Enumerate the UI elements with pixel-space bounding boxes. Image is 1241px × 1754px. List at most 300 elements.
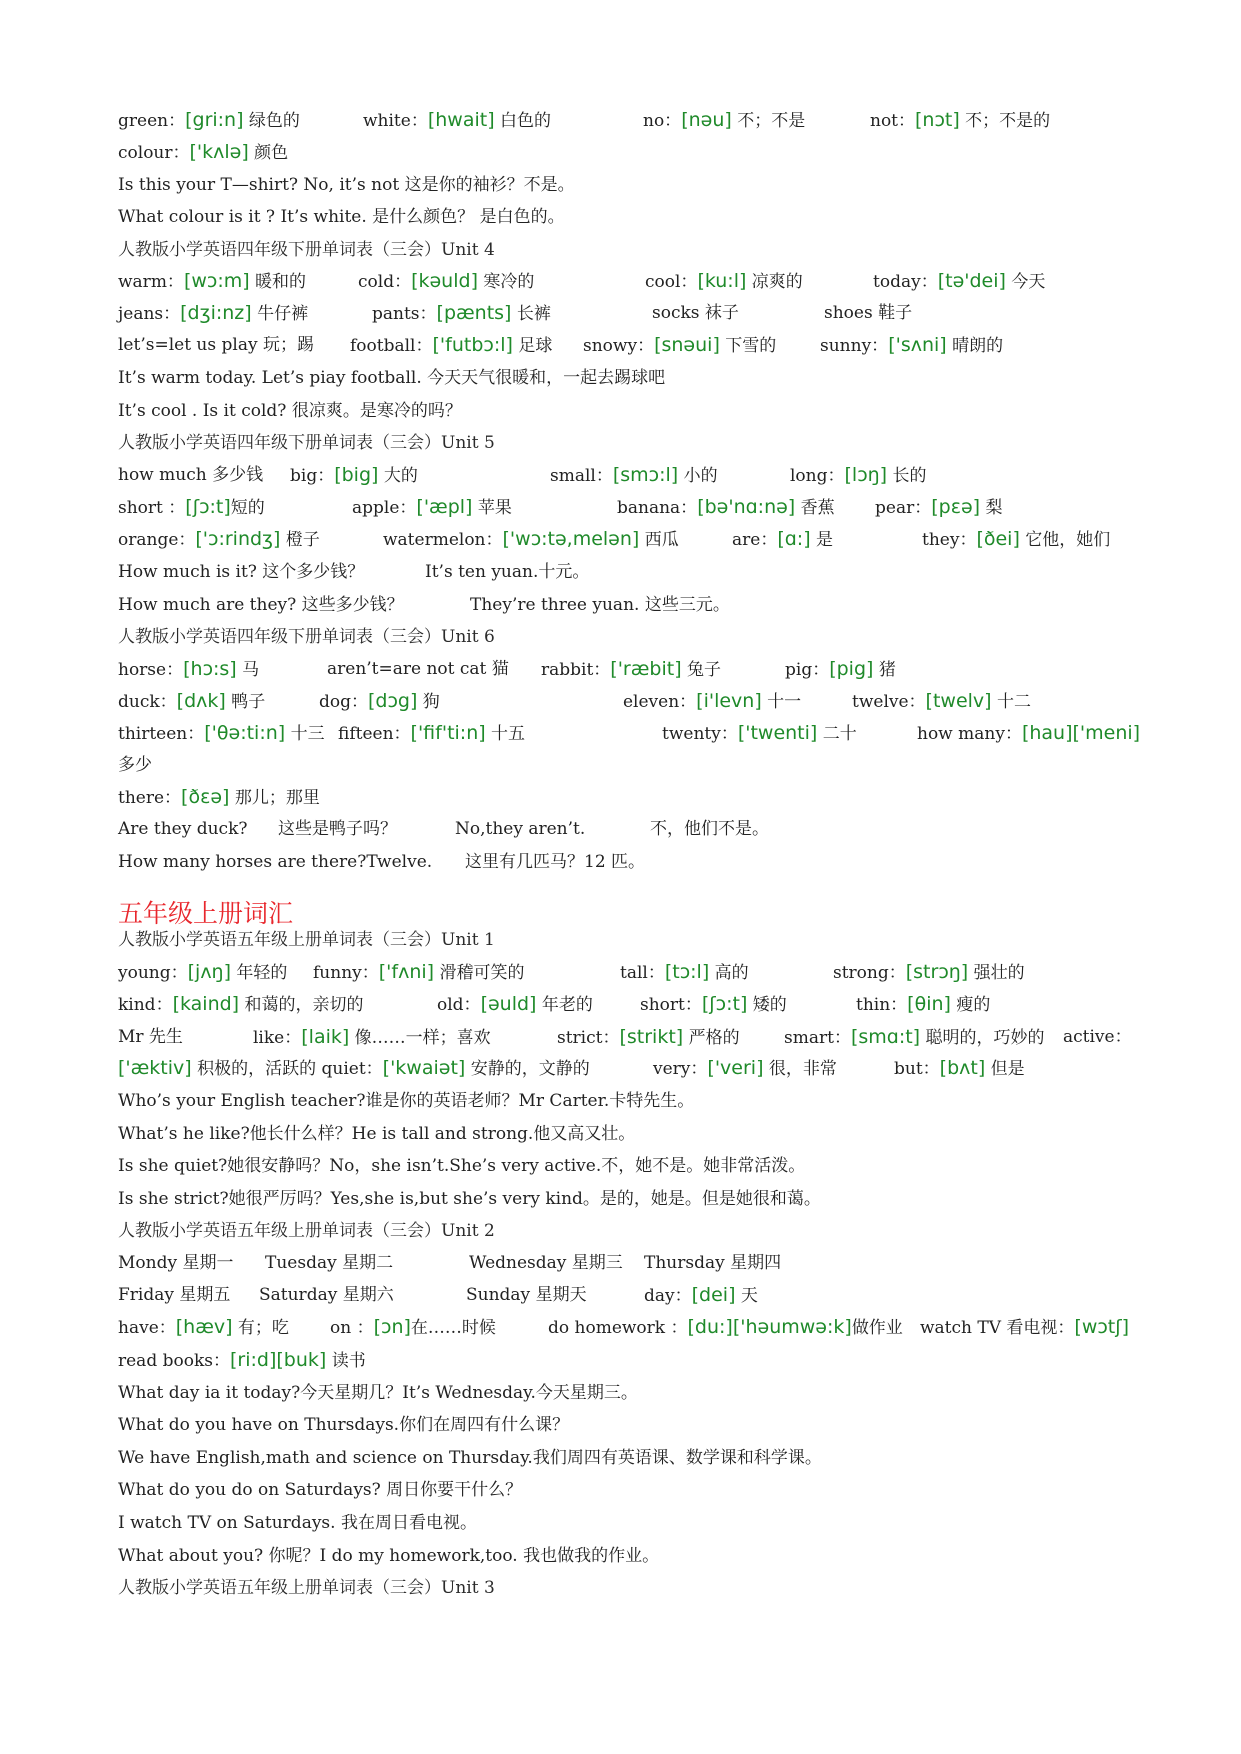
entry-text: I watch TV on Saturdays. 我在周日看电视。 (118, 1513, 477, 1533)
vocab-entry (253, 1022, 491, 1053)
phonetic-transcription: ['fʌni] (378, 961, 435, 983)
entry-text: 高的 (709, 963, 749, 983)
entry-text: 人教版小学英语五年级上册单词表（三会）Unit 2 (118, 1221, 495, 1241)
vocab-entry (330, 1312, 496, 1343)
phonetic-transcription: [smɑ:t] (850, 1026, 921, 1048)
phonetic-transcription: ['sʌni] (888, 334, 947, 356)
entry-text: 这些是鸭子吗？ (278, 819, 397, 839)
section-title-grade5-vol1: 五年级上册词汇 (118, 899, 294, 928)
phonetic-transcription: [smɔ:l] (612, 464, 679, 486)
vocab-entry (640, 989, 787, 1020)
vocab-entry (118, 202, 565, 232)
phonetic-transcription: [nɔt] (915, 109, 960, 131)
phonetic-transcription: [pɛə] (931, 496, 981, 518)
entry-text: there： (118, 788, 182, 808)
vocab-entry (118, 957, 287, 988)
vocab-entry (870, 105, 1050, 136)
entry-text: What do you have on Thursdays.你们在周四有什么课？ (118, 1415, 570, 1435)
entry-text: 人教版小学英语五年级上册单词表（三会）Unit 1 (118, 930, 495, 950)
entry-text: 十二 (991, 692, 1031, 712)
phonetic-transcription: [hɔ:s] (183, 658, 237, 680)
entry-text: 读书 (326, 1351, 366, 1371)
phonetic-transcription: [nəu] (681, 109, 732, 131)
entry-text: young： (118, 963, 188, 983)
entry-text: strong： (833, 963, 906, 983)
phonetic-transcription: [dʒi:nz] (180, 302, 252, 324)
entry-text: no： (643, 111, 682, 131)
entry-text: 多少 (118, 755, 152, 775)
entry-text: 下雪的 (719, 336, 777, 356)
vocab-entry (469, 1248, 623, 1278)
vocab-entry (922, 524, 1110, 555)
entry-text: 人教版小学英语五年级上册单词表（三会）Unit 3 (118, 1578, 495, 1598)
entry-text: today： (873, 272, 938, 292)
phonetic-transcription: [strɔŋ] (905, 961, 969, 983)
entry-text: 鸭子 (225, 692, 266, 712)
vocab-entry (118, 814, 247, 844)
phonetic-transcription: [ðei] (976, 528, 1020, 550)
entry-text: 足球 (512, 336, 553, 356)
entry-text: 强壮的 (968, 963, 1025, 983)
entry-text: 十三 (285, 724, 325, 744)
entry-text: 人教版小学英语四年级下册单词表（三会）Unit 6 (118, 627, 495, 647)
entry-text: Who’s your English teacher?谁是你的英语老师？Mr Carter.卡特先生。 (118, 1091, 695, 1111)
vocab-entry (118, 590, 404, 620)
vocab-entry (352, 492, 512, 523)
phonetic-transcription: ['veri] (707, 1057, 764, 1079)
vocab-entry (118, 1443, 822, 1473)
phonetic-transcription: [lɔŋ] (844, 464, 888, 486)
entry-text: eleven： (623, 692, 697, 712)
phonetic-transcription: [gri:n] (185, 109, 244, 131)
entry-text: socks 袜子 (652, 303, 739, 323)
entry-text: rabbit： (541, 660, 611, 680)
entry-text: 苹果 (472, 498, 512, 518)
phonetic-transcription: ['æktiv] (118, 1057, 192, 1079)
entry-text: 长裤 (511, 304, 551, 324)
entry-text: 滑稽可笑的 (434, 963, 525, 983)
vocab-entry (118, 524, 320, 555)
phonetic-transcription: [snəui] (654, 334, 720, 356)
vocab-entry (118, 989, 364, 1020)
phonetic-transcription: [wɔ:m] (183, 270, 250, 292)
vocab-entry (875, 492, 1002, 523)
phonetic-transcription: [dei] (691, 1284, 736, 1306)
entry-text: 短的 (230, 498, 265, 518)
entry-text: 大的 (378, 466, 418, 486)
vocab-entry (118, 1086, 694, 1116)
vocab-entry (118, 847, 432, 877)
entry-text: 年老的 (536, 995, 593, 1015)
entry-text: What about you? 你呢？I do my homework,too. 我也做我的作业。 (118, 1546, 660, 1566)
phonetic-transcription: [ʃɔ:t] (185, 496, 231, 518)
vocab-entry (118, 750, 152, 780)
entry-text: 颜色 (248, 143, 289, 163)
vocab-entry (548, 1312, 903, 1343)
vocab-entry (118, 1280, 230, 1310)
entry-text: 矮的 (747, 995, 787, 1015)
phonetic-transcription: [strikt] (619, 1026, 684, 1048)
vocab-entry (790, 460, 927, 491)
entry-text: smart： (784, 1028, 851, 1048)
phonetic-transcription: [ʃɔ:t] (701, 993, 748, 1015)
vocab-entry (118, 428, 495, 458)
entry-text: snowy： (583, 336, 655, 356)
entry-text: Friday 星期五 (118, 1285, 231, 1305)
entry-text: kind： (118, 995, 173, 1015)
entry-text: apple： (352, 498, 417, 518)
entry-text: but： (894, 1059, 940, 1079)
entry-text: read books： (118, 1351, 230, 1371)
vocab-entry (118, 718, 325, 749)
vocab-entry (118, 170, 575, 200)
phonetic-transcription: [laik] (301, 1026, 350, 1048)
entry-text: 狗 (417, 692, 440, 712)
phonetic-transcription: [dɔg] (368, 690, 418, 712)
entry-text: 暖和的 (249, 272, 307, 292)
phonetic-transcription: [ri:d][buk] (230, 1349, 327, 1371)
entry-text: 小的 (678, 466, 718, 486)
phonetic-transcription: [dʌk] (176, 690, 226, 712)
entry-text: 十一 (761, 692, 802, 712)
vocab-entry (118, 1216, 495, 1246)
entry-text: 瘦的 (950, 995, 991, 1015)
vocab-entry (118, 105, 300, 136)
entry-text: Is this your T—shirt? No, it’s not 这是你的袖衫？不是。 (118, 175, 575, 195)
phonetic-transcription: [hwait] (427, 109, 495, 131)
vocab-entry (290, 460, 418, 491)
entry-text: 牛仔裤 (251, 304, 309, 324)
entry-text: Wednesday 星期三 (469, 1253, 623, 1273)
vocab-entry (118, 1410, 569, 1440)
entry-text: active： (1063, 1027, 1132, 1047)
entry-text: What colour is it ? It’s white. 是什么颜色？ 是白色的。 (118, 207, 565, 227)
phonetic-transcription: [big] (334, 464, 379, 486)
entry-text: How much are they? 这些多少钱？ (118, 595, 404, 615)
phonetic-transcription: ['kʌlə] (189, 141, 249, 163)
entry-text: white： (363, 111, 428, 131)
entry-text: green： (118, 111, 186, 131)
entry-text: 安静的，文静的 (465, 1059, 590, 1079)
entry-text: 长的 (887, 466, 927, 486)
phonetic-transcription: ['æpl] (416, 496, 473, 518)
entry-text: No,they aren’t. (455, 819, 586, 839)
vocab-entry (118, 1573, 495, 1603)
entry-text: 梨 (980, 498, 1003, 518)
entry-text: twelve： (852, 692, 926, 712)
entry-text: Thursday 星期四 (644, 1253, 782, 1273)
entry-text: short： (640, 995, 702, 1015)
entry-text: cool： (645, 272, 698, 292)
entry-text: 二十 (817, 724, 857, 744)
entry-text: 像……一样；喜欢 (349, 1028, 491, 1048)
vocab-entry (465, 847, 645, 877)
vocab-entry (645, 266, 803, 297)
phonetic-transcription: [du:]['həumwə:k] (687, 1316, 852, 1338)
phonetic-transcription: [ɑ:] (777, 528, 811, 550)
phonetic-transcription: [pænts] (436, 302, 512, 324)
vocab-entry (118, 1184, 821, 1214)
entry-text: horse： (118, 660, 184, 680)
vocab-entry (363, 105, 551, 136)
entry-text: 人教版小学英语四年级下册单词表（三会）Unit 5 (118, 433, 495, 453)
vocab-entry (437, 989, 593, 1020)
entry-text: 绿色的 (243, 111, 300, 131)
vocab-entry (118, 266, 306, 297)
vocab-entry (620, 957, 749, 988)
entry-text: 那儿；那里 (229, 788, 320, 808)
entry-text: strict： (557, 1028, 620, 1048)
entry-text: 今天 (1005, 272, 1046, 292)
vocab-entry (653, 1053, 837, 1084)
vocab-entry (784, 1022, 1045, 1053)
vocab-entry (583, 330, 776, 361)
phonetic-transcription: [tə'dei] (937, 270, 1006, 292)
entry-text: day： (644, 1286, 692, 1306)
entry-text: Sunday 星期天 (466, 1285, 587, 1305)
entry-text: 聪明的，巧妙的 (920, 1028, 1045, 1048)
vocab-entry (917, 718, 1140, 749)
phonetic-transcription: [əuld] (480, 993, 537, 1015)
entry-text: 晴朗的 (946, 336, 1004, 356)
entry-text: 白色的 (494, 111, 552, 131)
entry-text: funny： (313, 963, 379, 983)
entry-text: watch TV 看电视： (920, 1318, 1075, 1338)
entry-text: How much is it? 这个多少钱？ (118, 562, 365, 582)
phonetic-transcription: [pig] (829, 658, 874, 680)
entry-text: tall： (620, 963, 665, 983)
entry-text: Is she strict?她很严厉吗？Yes,she is,but she’s very kind。是的，她是。但是她很和蔼。 (118, 1189, 821, 1209)
vocab-entry (118, 1508, 477, 1538)
vocab-entry (118, 137, 288, 168)
entry-text: 这里有几匹马？12 匹。 (465, 852, 646, 872)
vocab-entry (643, 105, 805, 136)
vocab-entry (785, 654, 896, 685)
vocab-entry (118, 1022, 183, 1052)
entry-text: 积极的，活跃的 quiet： (191, 1059, 383, 1079)
vocab-entry (455, 814, 585, 844)
entry-text: What’s he like?他长什么样？He is tall and strong.他又高又壮。 (118, 1124, 636, 1144)
phonetic-transcription: [ðɛə] (181, 786, 230, 808)
phonetic-transcription: ['fif'ti:n] (410, 722, 486, 744)
entry-text: Mr 先生 (118, 1027, 183, 1047)
entry-text: 做作业 (851, 1318, 903, 1338)
vocab-entry (425, 557, 589, 587)
entry-text: jeans： (118, 304, 181, 324)
phonetic-transcription: [ɔn] (373, 1316, 411, 1338)
vocab-entry (118, 557, 364, 587)
entry-text: warm： (118, 272, 184, 292)
entry-text: old： (437, 995, 481, 1015)
entry-text: What day ia it today?今天星期几？It’s Wednesday.今天星期三。 (118, 1383, 638, 1403)
entry-text: 十五 (485, 724, 526, 744)
vocab-entry (372, 298, 551, 329)
entry-text: What do you do on Saturdays? 周日你要干什么？ (118, 1480, 523, 1500)
entry-text: 猪 (873, 660, 896, 680)
phonetic-transcription: [i'levn] (696, 690, 762, 712)
vocab-entry (118, 1248, 233, 1278)
phonetic-transcription: ['ɔ:rindʒ] (195, 528, 281, 550)
entry-text: duck： (118, 692, 177, 712)
phonetic-transcription: [twelv] (925, 690, 992, 712)
vocab-entry (470, 590, 730, 620)
entry-text: pants： (372, 304, 437, 324)
entry-text: 马 (236, 660, 260, 680)
entry-text: 和蔼的，亲切的 (239, 995, 364, 1015)
entry-text: Saturday 星期六 (259, 1285, 394, 1305)
entry-text: sunny： (820, 336, 889, 356)
vocab-entry (118, 396, 462, 426)
entry-text: 天 (735, 1286, 758, 1306)
phonetic-transcription: [tɔ:l] (664, 961, 710, 983)
vocab-entry (259, 1280, 394, 1310)
phonetic-transcription: ['kwaiət] (382, 1057, 466, 1079)
vocab-entry (852, 686, 1031, 717)
entry-text: 很，非常 (763, 1059, 837, 1079)
entry-text: 年轻的 (231, 963, 288, 983)
entry-text: like： (253, 1028, 302, 1048)
vocab-entry (856, 989, 990, 1020)
entry-text: thin： (856, 995, 908, 1015)
entry-text: Is she quiet?她很安静吗？No，she isn’t.She’s very active.不，她不是。她非常活泼。 (118, 1156, 806, 1176)
vocab-entry (358, 266, 534, 297)
vocab-entry (550, 460, 718, 491)
entry-text: 橙子 (280, 530, 320, 550)
entry-text: small： (550, 466, 613, 486)
entry-text: short ： (118, 498, 186, 518)
vocab-entry (541, 654, 721, 685)
entry-text: dog： (319, 692, 368, 712)
vocab-entry (118, 298, 308, 329)
entry-text: orange： (118, 530, 196, 550)
entry-text: let’s=let us play 玩；踢 (118, 335, 314, 355)
entry-text: how much 多少钱 (118, 465, 264, 485)
phonetic-transcription: [hæv] (175, 1316, 233, 1338)
vocab-entry (118, 622, 495, 652)
entry-text: have： (118, 1318, 176, 1338)
entry-text: do homework ： (548, 1318, 688, 1338)
entry-text: 是 (810, 530, 834, 550)
vocab-entry (466, 1280, 587, 1310)
vocab-entry (118, 1475, 522, 1505)
vocab-entry (118, 1541, 659, 1571)
vocab-entry (617, 492, 835, 523)
phonetic-transcription: [hau]['meni] (1021, 722, 1141, 744)
vocab-entry (824, 298, 912, 328)
vocab-entry (118, 1345, 366, 1376)
vocab-entry (732, 524, 833, 555)
vocab-entry (327, 654, 509, 684)
phonetic-transcription: [jʌŋ] (187, 961, 232, 983)
entry-text: It’s cool . Is it cold? 很凉爽。是寒冷的吗？ (118, 401, 462, 421)
entry-text: pig： (785, 660, 830, 680)
entry-text: It’s warm today. Let’s piay football. 今天天气很暖和，一起去踢球吧 (118, 368, 666, 388)
entry-text: they： (922, 530, 977, 550)
entry-text: How many horses are there?Twelve. (118, 852, 433, 872)
phonetic-transcription: [kəuld] (411, 270, 478, 292)
entry-text: 但是 (985, 1059, 1025, 1079)
entry-text: Are they duck? (118, 819, 248, 839)
entry-text: colour： (118, 143, 190, 163)
phonetic-transcription: ['futbɔ:l] (432, 334, 513, 356)
vocab-entry (118, 782, 320, 813)
vocab-entry (118, 460, 263, 490)
vocab-entry (118, 925, 495, 955)
entry-text: very： (653, 1059, 708, 1079)
entry-text: cold： (358, 272, 412, 292)
entry-text: fifteen： (338, 724, 411, 744)
entry-text: watermelon： (383, 530, 503, 550)
vocab-entry (118, 1378, 638, 1408)
entry-text: long： (790, 466, 845, 486)
entry-text: 不，他们不是。 (650, 819, 769, 839)
vocab-entry (118, 492, 265, 523)
entry-text: 凉爽的 (746, 272, 803, 292)
vocab-entry (118, 686, 265, 717)
entry-text: thirteen： (118, 724, 205, 744)
vocab-entry (278, 814, 397, 844)
vocab-entry (265, 1248, 393, 1278)
vocab-entry (557, 1022, 740, 1053)
entry-text: 不；不是的 (959, 111, 1051, 131)
vocab-entry (338, 718, 525, 749)
entry-text: 它他，她们 (1019, 530, 1111, 550)
phonetic-transcription: ['twenti] (737, 722, 818, 744)
vocab-entry (319, 686, 440, 717)
phonetic-transcription: ['wɔ:tə,melən] (502, 528, 640, 550)
entry-text: aren’t=are not cat 猫 (327, 659, 509, 679)
entry-text: 有；吃 (232, 1318, 289, 1338)
entry-text: 香蕉 (795, 498, 835, 518)
phonetic-transcription: [bʌt] (939, 1057, 986, 1079)
vocab-entry (118, 363, 665, 393)
vocab-entry (644, 1248, 781, 1278)
vocab-entry (833, 957, 1025, 988)
vocab-entry (118, 330, 314, 360)
vocab-entry (118, 654, 259, 685)
entry-text: We have English,math and science on Thursday.我们周四有英语课、数学课和科学课。 (118, 1448, 822, 1468)
entry-text: 严格的 (683, 1028, 740, 1048)
vocab-entry (820, 330, 1003, 361)
vocab-entry (652, 298, 739, 328)
entry-text: banana： (617, 498, 698, 518)
phonetic-transcription: [ku:l] (697, 270, 747, 292)
entry-text: not： (870, 111, 916, 131)
entry-text: 寒冷的 (477, 272, 535, 292)
vocab-entry (118, 1312, 289, 1343)
vocab-entry (1063, 1022, 1132, 1052)
vocab-entry (313, 957, 524, 988)
entry-text: 不；不是 (731, 111, 806, 131)
entry-text: big： (290, 466, 335, 486)
entry-text: Mondy 星期一 (118, 1253, 234, 1273)
entry-text: 兔子 (681, 660, 722, 680)
vocab-entry (662, 718, 857, 749)
vocab-entry (650, 814, 769, 844)
entry-text: 在……时候 (410, 1318, 496, 1338)
entry-text: shoes 鞋子 (824, 303, 913, 323)
entry-text: twenty： (662, 724, 738, 744)
entry-text: pear： (875, 498, 932, 518)
vocab-entry (383, 524, 679, 555)
vocab-entry (623, 686, 801, 717)
entry-text: football： (350, 336, 433, 356)
entry-text: Tuesday 星期二 (265, 1253, 394, 1273)
phonetic-transcription: [bə'nɑ:nə] (697, 496, 796, 518)
entry-text: They’re three yuan. 这些三元。 (470, 595, 730, 615)
entry-text: 西瓜 (639, 530, 679, 550)
phonetic-transcription: [θin] (907, 993, 951, 1015)
